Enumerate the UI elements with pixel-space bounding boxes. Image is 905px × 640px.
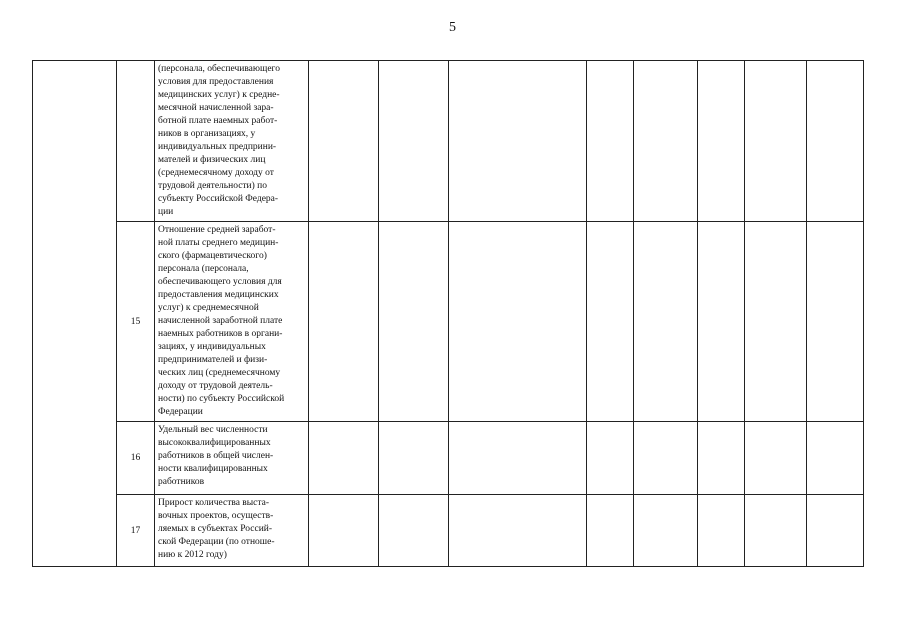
value-cell — [309, 495, 379, 567]
value-cell — [634, 61, 698, 222]
indicator-description: Прирост количества выста- вочных проектов, осуществ- ляемых в субъектах Россий- ской Федерации (по отноше- нию к 2012 году) — [155, 495, 309, 567]
value-cell — [698, 222, 745, 422]
value-cell — [587, 495, 634, 567]
value-cell — [379, 222, 449, 422]
value-cell — [745, 222, 807, 422]
value-cell — [309, 61, 379, 222]
row-number: 17 — [117, 495, 155, 567]
value-cell — [449, 422, 587, 495]
page-number: 5 — [449, 20, 456, 35]
indicator-description: Отношение средней заработ- ной платы среднего медицин- ского (фармацевтического) персонала (персонала, обеспечивающего условия для предоставления медицинских услуг) к среднемесячной начисленной заработной плате наемных работников в органи- зациях, у индивидуальных предпринимателей и физи- ческих лиц (среднемесячному доходу от трудовой деятель- ности) по субъекту Российской Федерации — [155, 222, 309, 422]
value-cell — [449, 495, 587, 567]
value-cell — [634, 422, 698, 495]
table-row — [33, 495, 864, 567]
value-cell — [698, 495, 745, 567]
value-cell — [745, 422, 807, 495]
value-cell — [634, 222, 698, 422]
value-cell — [807, 422, 864, 495]
value-cell — [745, 495, 807, 567]
indicator-description: Удельный вес численности высококвалифицированных работников в общей числен- ности квалифицированных работников — [155, 422, 309, 495]
value-cell — [379, 422, 449, 495]
value-cell — [379, 61, 449, 222]
table-row — [33, 222, 864, 422]
value-cell — [807, 61, 864, 222]
value-cell — [807, 495, 864, 567]
value-cell — [449, 222, 587, 422]
indicators-table — [32, 60, 864, 567]
value-cell — [745, 61, 807, 222]
row-number: 16 — [117, 422, 155, 495]
table-row — [33, 61, 864, 222]
row-number: 15 — [117, 222, 155, 422]
table-row — [33, 422, 864, 495]
value-cell — [449, 61, 587, 222]
section-cell — [33, 61, 117, 567]
value-cell — [634, 495, 698, 567]
value-cell — [309, 422, 379, 495]
value-cell — [309, 222, 379, 422]
value-cell — [379, 495, 449, 567]
value-cell — [587, 222, 634, 422]
row-number — [117, 61, 155, 222]
indicator-description: (персонала, обеспечивающего условия для предоставления медицинских услуг) к средне- месячной начисленной зара- ботной плате наемных работ- ников в организациях, у индивидуальных предприни- мателей и физических лиц (среднемесячному доходу от трудовой деятельности) по субъекту Российской Федера- ции — [155, 61, 309, 222]
value-cell — [587, 422, 634, 495]
value-cell — [698, 422, 745, 495]
value-cell — [587, 61, 634, 222]
value-cell — [698, 61, 745, 222]
value-cell — [807, 222, 864, 422]
